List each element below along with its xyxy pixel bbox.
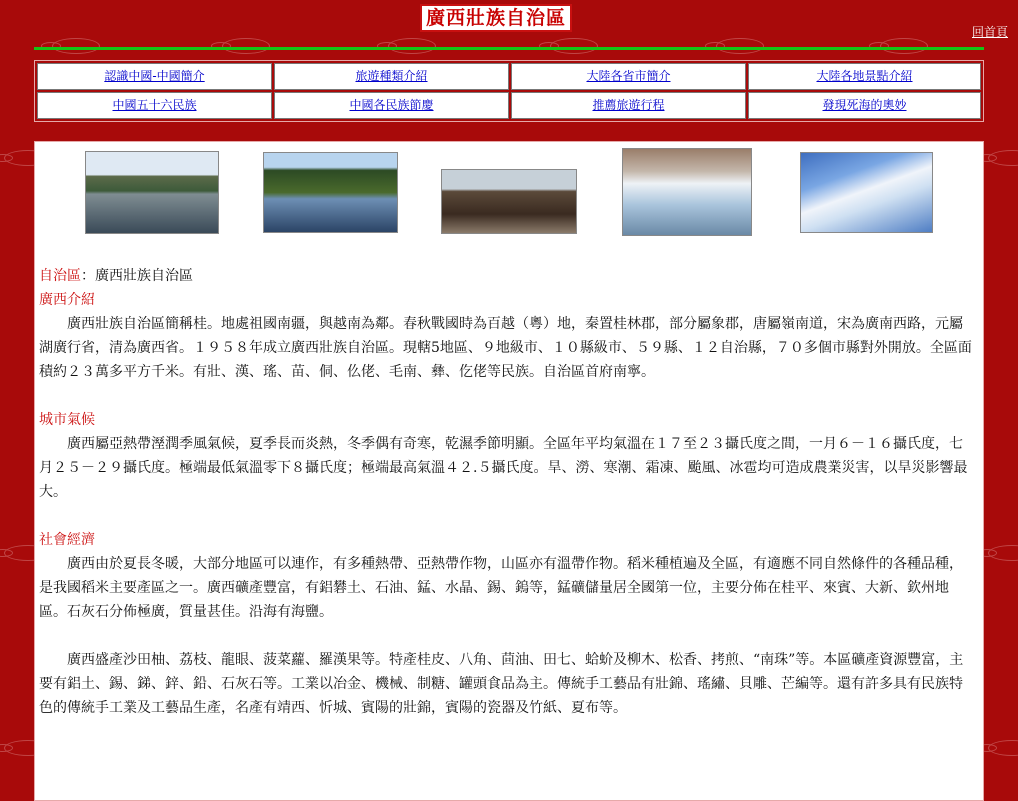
cloud-decoration [880,38,928,54]
nav-link-dead-sea[interactable]: 發現死海的奧妙 [748,92,981,119]
lake-photo [85,151,219,234]
glacier-photo [622,148,752,236]
cloud-decoration [716,38,764,54]
nav-link-provinces[interactable]: 大陸各省市簡介 [511,63,746,90]
pagoda-photo [441,169,577,234]
nav-link-itineraries[interactable]: 推薦旅遊行程 [511,92,746,119]
cloud-decoration [988,150,1018,166]
intro-heading: 廣西介紹 [39,292,95,308]
nav-link-travel-types[interactable]: 旅遊種類介紹 [274,63,509,90]
nav-link-china-intro[interactable]: 認識中國-中國簡介 [37,63,272,90]
nav-link-festivals[interactable]: 中國各民族節慶 [274,92,509,119]
nav-table [34,60,984,122]
home-link[interactable]: 回首頁 [972,25,1009,39]
cloud-decoration [52,38,100,54]
article-text [39,264,974,720]
nav-link-scenic-spots[interactable]: 大陸各地景點介紹 [748,63,981,90]
economy-heading: 社會經濟 [39,532,95,548]
economy-paragraph-1: 廣西由於夏長冬暖，大部分地區可以連作，有多種熱帶、亞熱帶作物，山區亦有溫帶作物。稻米種植遍及全區，有適應不同自然條件的各種品種，是我國稻米主要產區之一。廣西礦產豐富，有鋁礬土、石油、錳、水晶、錫、鎢等，錳礦儲量居全國第一位，主要分佈在桂平、來賓、大新、欽州地區。石灰石分佈極廣，質量甚佳。沿海有海鹽。 [39,556,963,620]
region-label: 自治區 [39,268,81,284]
region-value: 廣西壯族自治區 [95,268,193,284]
snow-mountain-photo [800,152,933,233]
content-panel [34,141,984,801]
region-line: 自治區：廣西壯族自治區 [39,268,193,284]
header-divider [34,47,984,50]
cloud-decoration [988,740,1018,756]
page-title: 廣西壯族自治區 [420,4,572,32]
cloud-decoration [988,545,1018,561]
climate-paragraph: 廣西屬亞熱帶溼潤季風氣候，夏季長而炎熱，冬季偶有奇寒，乾濕季節明顯。全區年平均氣溫在１７至２３攝氏度之間，一月６－１６攝氏度，七月２５－２９攝氏度。極端最低氣溫零下８攝氏度；極端最高氣溫４２.５攝氏度。旱、澇、寒潮、霜凍、颱風、冰雹均可造成農業災害，以旱災影響最大。 [39,436,968,500]
intro-paragraph: 廣西壯族自治區簡稱桂。地處祖國南疆，與越南為鄰。春秋戰國時為百越（粵）地，秦置桂林郡，部分屬象郡，唐屬嶺南道，宋為廣南西路，元屬湖廣行省，清為廣西省。１９５８年成立廣西壯族自治區。現轄5地區、９地級市、１０縣級市、５９縣、１２自治縣，７０多個市縣對外開放。全區面積約２３萬多平方千米。有壯、漢、瑤、苗、侗、仫佬、毛南、彝、仡佬等民族。自治區首府南寧。 [39,316,972,380]
economy-paragraph-2: 廣西盛產沙田柚、荔枝、龍眼、菠菜蘿、羅漢果等。特產桂皮、八角、茴油、田七、蛤蚧及柳木、松香、拷煎、“南珠”等。本區礦產資源豐富，主要有鋁土、錫、銻、鋅、鉛、石灰石等。工業以冶金、機械、制糖、罐頭食品為主。傳統手工藝品有壯錦、瑤繡、貝雕、芒編等。還有許多具有民族特色的傳統手工業及工藝品生產，名產有靖西、忻城、賓陽的壯錦，賓陽的瓷器及竹紙、夏布等。 [39,652,964,716]
nav-link-ethnic-groups[interactable]: 中國五十六民族 [37,92,272,119]
cloud-decoration [388,38,436,54]
cloud-decoration [222,38,270,54]
climate-heading: 城市氣候 [39,412,95,428]
cloud-decoration [550,38,598,54]
mountain-lake-photo [263,152,398,233]
